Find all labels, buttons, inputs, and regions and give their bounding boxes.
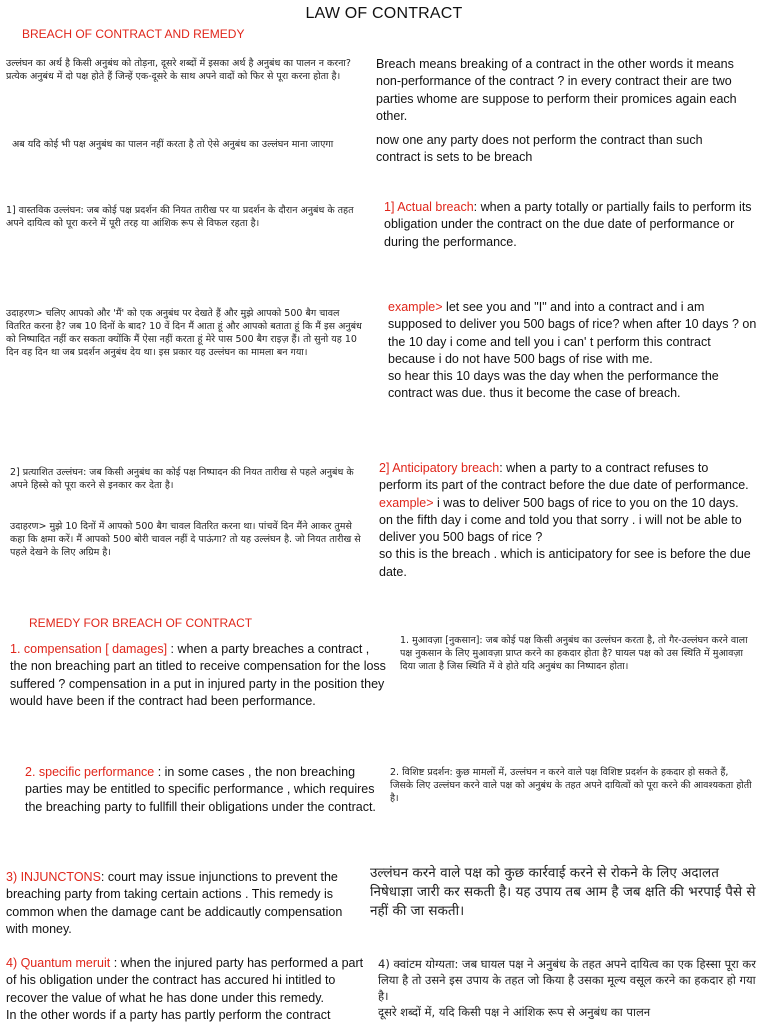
remedy-compensation-english (10, 641, 386, 710)
anticipatory-breach-label: 2] Anticipatory breach (379, 461, 500, 475)
remedy-injunctions-text: : court may issue injunctions to prevent the breaching party from taking certain actions . This remedy is common when the damage cant be addicautly compensation with money. (6, 870, 343, 936)
anticipatory-example-label: example> (379, 495, 434, 510)
anticipatory-breach-english (379, 460, 753, 581)
actual-breach-hindi: 1] वास्तविक उल्लंघन: जब कोई पक्ष प्रदर्शन की नियत तारीख पर या प्रदर्शन के दौरान अनुबंध के तहत अपने दायित्व को पूरा करने में पूरी तरह या आंशिक रूप से विफल रहता है। (6, 205, 354, 229)
remedy-specific-performance-label: 2. specific performance (25, 765, 155, 779)
section-heading-breach: BREACH OF CONTRACT AND REMEDY (22, 27, 245, 41)
actual-example-text: let see you and "I" and into a contract and i am supposed to deliver you 500 bags of rice? when after 10 days ? on the 10 day i come and tell you i can' t perform this contract because i do not have 500 bags of rise with me. (388, 300, 757, 366)
remedy-quantum-meruit-text: : when the injured party has performed a part of his obligation under the contract has accured hi intitled to recover the value of what he has done under this remedy. (6, 956, 364, 1005)
anticipatory-example-text: i was to deliver 500 bags of rice to you on the 10 days. on the fifth day i come and told you that sorry . i will not be able to deliver you 500 bags of rice ? (379, 495, 742, 545)
actual-example-conclusion: so hear this 10 days was the day when the performance the contract was due. thus it become the case of breach. (388, 369, 719, 401)
remedy-injunctions-hindi: उल्लंघन करने वाले पक्ष को कुछ कार्रवाई करने से रोकने के लिए अदालत निषेधाज्ञा जारी कर सकती है। यह उपाय तब आम है जब क्षति की भरपाई पैसे से नहीं की जा सकती। (370, 865, 756, 919)
remedy-quantum-meruit-hindi (378, 956, 760, 1020)
actual-breach-text: : when a party totally or partially fails to perform its obligation under the contract on the due date of performance or during the performance. (384, 200, 752, 249)
remedy-injunctions-english (6, 869, 366, 938)
remedy-compensation-text: : when a party breaches a contract , the non breaching part an titled to receive compensation for the loss suffered ? compensation in a put in injured party in the position they would have been if the contract had been performance. (10, 642, 386, 708)
intro-english-breach: now one any party does not perform the contract than such contract is sets to be breach (376, 133, 703, 165)
remedy-specific-performance-hindi: 2. विशिष्ट प्रदर्शन: कुछ मामलों में, उल्लंघन न करने वाले पक्ष विशिष्ट प्रदर्शन के हकदार हो सकते हैं, जिसके लिए उल्लंघन करने वाले पक्ष को अनुबंध के तहत अपने दायित्वों को पूरा करने की आवश्यकता होती है। (390, 767, 752, 804)
intro-hindi-breach: अब यदि कोई भी पक्ष अनुबंध का पालन नहीं करता है तो ऐसे अनुबंध का उल्लंघन माना जाएगा (12, 139, 334, 150)
remedy-quantum-meruit-label: 4) Quantum meruit (6, 956, 111, 970)
actual-breach-label: 1] Actual breach (384, 200, 474, 214)
remedy-injunctions-label: 3) INJUNCTONS (6, 870, 101, 884)
intro-hindi-definition: उल्लंघन का अर्थ है किसी अनुबंध को तोड़ना, दूसरे शब्दों में इसका अर्थ है अनुबंध का पालन न करना? प्रत्येक अनुबंध में दो पक्ष होते हैं जिन्हें एक-दूसरे के साथ अपने वादों को फिर से पूरा करना होता है। (6, 58, 351, 82)
remedy-compensation-hindi: 1. मुआवज़ा [नुकसान]: जब कोई पक्ष किसी अनुबंध का उल्लंघन करता है, तो गैर-उल्लंघन करने वाला पक्ष नुकसान के लिए मुआवज़ा प्राप्त करने का हकदार होता है? घायल पक्ष को उस स्थिति में मुआवज़ा दिया जाता है जिस स्थिति में वे होते यदि अनुबंध का निष्पादन होता। (400, 635, 748, 672)
remedy-specific-performance-english (25, 764, 381, 816)
anticipatory-breach-text: : when a party to a contract refuses to perform its part of the contract before the due date of performance. (379, 461, 749, 493)
remedy-quantum-meruit-hindi-text-2: दूसरे शब्दों में, यदि किसी पक्ष ने आंशिक रूप से अनुबंध का पालन (378, 1005, 651, 1019)
actual-example-label: example> (388, 300, 443, 314)
page-title: LAW OF CONTRACT (305, 5, 463, 22)
remedy-quantum-meruit-text-2: In the other words if a party has partly perform the contract (6, 1007, 331, 1022)
remedy-specific-performance-text: : in some cases , the non breaching parties may be entitled to specific performance , which requires the breaching party to fullfill their obligations under the contract. (25, 765, 376, 814)
remedy-quantum-meruit-hindi-text: 4) क्वांटम योग्यता: जब घायल पक्ष ने अनुबंध के तहत अपने दायित्व का एक हिस्सा पूरा कर लिया है तो उसने इस उपाय के तहत जो किया है उसका मूल्य वसूल करने का हकदार हो गया है। (378, 957, 756, 1003)
intro-english-definition: Breach means breaking of a contract in the other words it means non-performance of the contract ? in every contract their are two parties whome are suppose to perform their promices again each other. (376, 57, 737, 123)
actual-breach-example-hindi: उदाहरण> चलिए आपको और 'मैं' को एक अनुबंध पर देखते हैं और मुझे आपको 500 बैग चावल वितरित करना है? जब 10 दिनों के बाद? 10 वें दिन मैं आता हूं और आपको बताता हूं कि मैं इस अनुबंध को निष्पादित नहीं कर सकता क्योंकि मैं ऐसा नहीं करता हूं मेरे पास 500 बैग राइज़ हैं। तो सुनो यह 10 दिन वह दिन था जब प्रदर्शन अनुबंध देय था। इस प्रकार यह उल्लंघन का मामला बन गया। (6, 308, 362, 358)
remedy-compensation-label: 1. compensation [ damages] (10, 642, 168, 656)
actual-breach-english (384, 199, 754, 251)
anticipatory-breach-example-hindi: उदाहरण> मुझे 10 दिनों में आपको 500 बैग चावल वितरित करना था। पांचवें दिन मैंने आकर तुमसे कहा कि क्षमा करें। मैं आपको 500 बोरी चावल नहीं दे पाऊंगा? तो यह उल्लंघन है. जो नियत तारीख से पहले देखने के लिए अग्रिम है। (10, 521, 361, 558)
anticipatory-breach-hindi: 2] प्रत्याशित उल्लंघन: जब किसी अनुबंध का कोई पक्ष निष्पादन की नियत तारीख से पहले अनुबंध के अपने हिस्से को पूरा करने से इनकार कर देता है। (10, 467, 354, 491)
remedy-quantum-meruit-english (6, 955, 370, 1024)
anticipatory-example-conclusion: so this is the breach . which is anticipatory for see is before the due date. (379, 547, 751, 579)
actual-breach-example-english (388, 299, 760, 403)
section-heading-remedy: REMEDY FOR BREACH OF CONTRACT (29, 616, 253, 630)
